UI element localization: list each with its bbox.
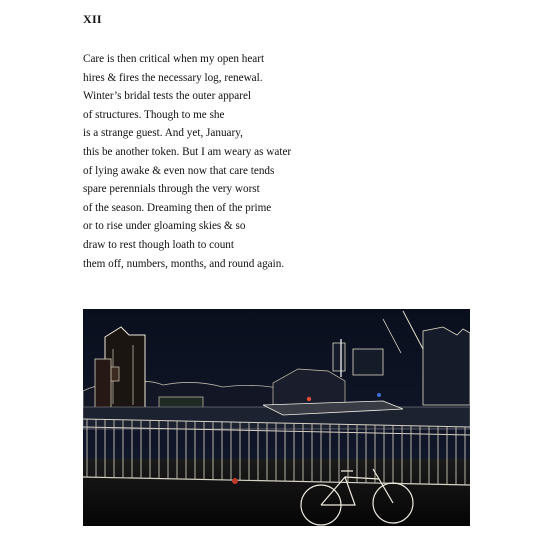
red-marker (232, 478, 238, 484)
poem-line: Winter’s bridal tests the outer apparel (83, 90, 252, 103)
red-light (307, 397, 311, 401)
poem-line: draw to rest though loath to count (83, 238, 235, 251)
side-building (95, 359, 111, 414)
poem-number: XII (83, 12, 102, 26)
poem-line: spare perennials through the very worst (83, 183, 260, 196)
poem-line: of structures. Though to me she (83, 108, 225, 121)
photo-illustration (83, 309, 470, 526)
poem-body (83, 50, 291, 273)
poem-line: of the season. Dreaming then of the prime (83, 201, 272, 214)
poem-line: or to rise under gloaming skies & so (83, 220, 246, 233)
poem-line: Care is then critical when my open heart (83, 53, 265, 65)
blue-light (377, 393, 381, 397)
poem-line: them off, numbers, months, and round again. (83, 257, 285, 270)
poem-line: hires & fires the necessary log, renewal. (83, 71, 263, 84)
poem-line: is a strange guest. And yet, January, (83, 127, 243, 140)
poem-line: of lying awake & even now that care tends (83, 164, 275, 177)
night-riverside-photo (83, 309, 470, 526)
poem-line: this be another token. But I am weary as water (83, 145, 292, 158)
